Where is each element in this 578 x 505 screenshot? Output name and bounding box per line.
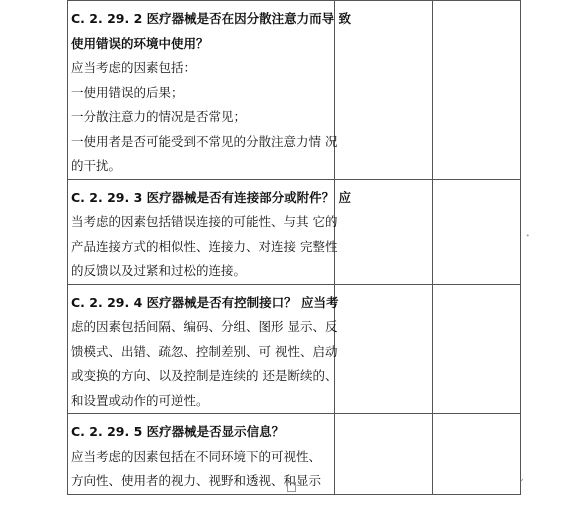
empty-cell — [433, 284, 521, 414]
body-line: 产品连接方式的相似性、连接力、对连接 完整性 — [71, 238, 338, 254]
question-cell — [68, 284, 339, 414]
question-heading: C. 2. 29. 2 医疗器械是否在因分散注意力而导 致 — [71, 11, 351, 26]
page-break-icon — [287, 482, 296, 492]
question-heading: 使用错误的环境中使用？ — [71, 35, 209, 51]
question-heading: C. 2. 29. 4 医疗器械是否有控制接口？ 应当考 — [71, 294, 339, 310]
corner-mark: ᐟ — [520, 478, 524, 488]
body-line: 和设置或动作的可逆性。 — [71, 392, 209, 408]
body-line: 一使用错误的后果； — [71, 84, 184, 100]
body-line: 的干扰。 — [71, 158, 122, 173]
table-row — [68, 284, 521, 414]
body-line: 应当考虑的因素包括在不同环境下的可视性、 — [71, 448, 322, 464]
empty-cell — [335, 414, 433, 495]
body-line: 当考虑的因素包括错误连接的可能性、与其 它的 — [71, 214, 338, 229]
body-line: 的反馈以及过紧和过松的连接。 — [71, 263, 247, 278]
paragraph-mark: ᐩ — [526, 233, 530, 243]
body-line: 馈模式、出错、疏忽、控制差别、可 视性、启动 — [71, 343, 338, 359]
body-line: 或变换的方向、以及控制是连续的 还是断续的、 — [71, 368, 338, 383]
question-heading: C. 2. 29. 5 医疗器械是否显示信息？ — [71, 424, 285, 439]
empty-cell — [335, 1, 433, 180]
empty-cell — [433, 1, 521, 180]
empty-cell — [433, 179, 521, 284]
requirements-table — [67, 0, 521, 495]
question-cell — [68, 1, 351, 180]
body-line: 方向性、使用者的视力、视野和透视、和显示 — [71, 473, 322, 488]
body-line: 一分散注意力的情况是否常见； — [71, 109, 247, 124]
body-line: 虑的因素包括间隔、编码、分组、图形 显示、反 — [71, 319, 338, 334]
question-heading: C. 2. 29. 3 医疗器械是否有连接部分或附件？ 应 — [71, 189, 351, 205]
empty-cell — [335, 284, 433, 414]
table-row — [68, 179, 521, 284]
question-cell — [68, 179, 351, 284]
empty-cell — [433, 414, 521, 495]
table-row — [68, 1, 521, 180]
body-line: 应当考虑的因素包括： — [71, 60, 197, 75]
body-line: 一使用者是否可能受到不常见的分散注意力情 况 — [71, 133, 338, 149]
